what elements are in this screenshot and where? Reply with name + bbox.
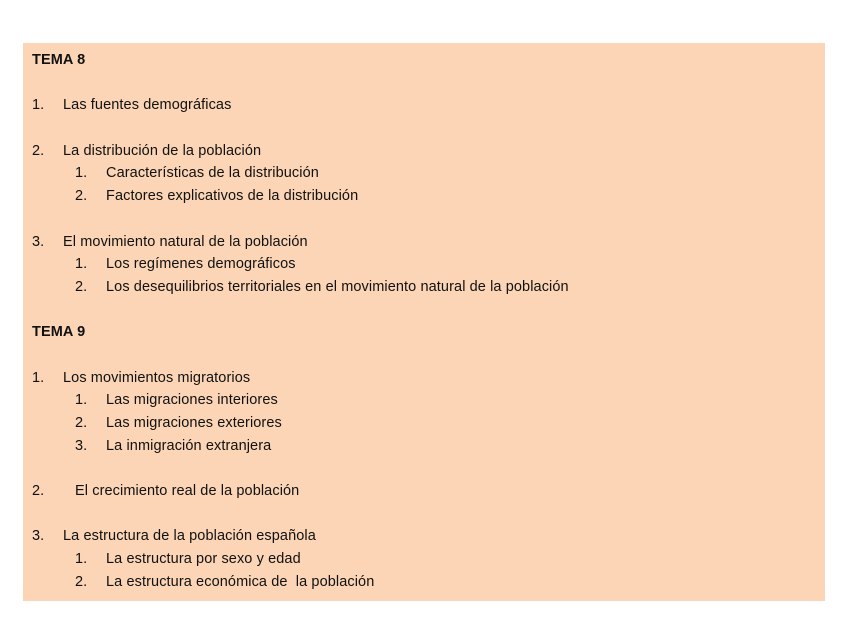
tema8-item2-sub1-number: 1. xyxy=(75,165,88,181)
tema8-item2-sub1-text: Características de la distribución xyxy=(106,165,319,181)
tema9-heading: TEMA 9 xyxy=(32,324,86,340)
tema9-item1-sub3-text: La inmigración extranjera xyxy=(106,438,272,454)
tema8-item2-sub2-number: 2. xyxy=(75,188,88,204)
tema8-item3-sub2-text: Los desequilibrios territoriales en el movimiento natural de la población xyxy=(106,279,569,295)
tema8-item3-sub2-number: 2. xyxy=(75,279,88,295)
tema9-item3-sub2-number: 2. xyxy=(75,574,88,590)
tema8-item3-number: 3. xyxy=(32,234,45,250)
syllabus-panel xyxy=(23,43,825,601)
tema8-item2-number: 2. xyxy=(32,143,45,159)
tema8-item1-number: 1. xyxy=(32,97,45,113)
tema8-item2-text: La distribución de la población xyxy=(63,143,262,159)
tema9-item3-text: La estructura de la población española xyxy=(63,528,316,544)
tema8-item3-text: El movimiento natural de la población xyxy=(63,234,308,250)
tema9-item3-sub1-text: La estructura por sexo y edad xyxy=(106,551,301,567)
tema9-item2-number: 2. xyxy=(32,483,45,499)
tema9-item1-text: Los movimientos migratorios xyxy=(63,370,251,386)
tema8-item3-sub1-number: 1. xyxy=(75,256,88,272)
tema8-item2-sub2-text: Factores explicativos de la distribución xyxy=(106,188,359,204)
tema9-item3-sub2-text: La estructura económica de la población xyxy=(106,574,375,590)
tema8-heading: TEMA 8 xyxy=(32,52,86,68)
tema9-item3-number: 3. xyxy=(32,528,45,544)
tema9-item2-text: El crecimiento real de la población xyxy=(75,483,300,499)
tema9-item1-sub2-text: Las migraciones exteriores xyxy=(106,415,282,431)
tema9-item3-sub1-number: 1. xyxy=(75,551,88,567)
tema8-item1-text: Las fuentes demográficas xyxy=(63,97,232,113)
tema9-item1-sub3-number: 3. xyxy=(75,438,88,454)
tema9-item1-sub2-number: 2. xyxy=(75,415,88,431)
tema9-item1-sub1-text: Las migraciones interiores xyxy=(106,392,278,408)
tema9-item1-sub1-number: 1. xyxy=(75,392,88,408)
tema8-item3-sub1-text: Los regímenes demográficos xyxy=(106,256,296,272)
tema9-item1-number: 1. xyxy=(32,370,45,386)
